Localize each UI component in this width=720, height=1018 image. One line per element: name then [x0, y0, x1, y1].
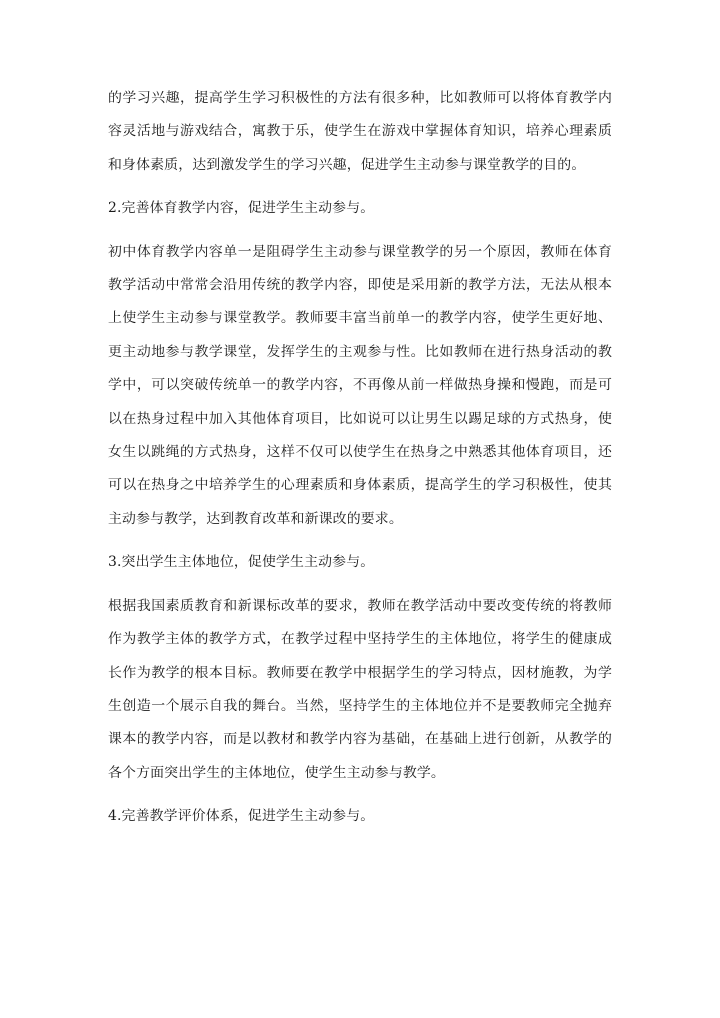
- paragraph-intro-continuation: 的学习兴趣，提高学生学习积极性的方法有很多种，比如教师可以将体育教学内容灵活地与游戏结合，寓教于乐，使学生在游戏中掌握体育知识，培养心理素质和身体素质，达到激发学生的学习兴趣，促进学生主动参与课堂教学的目的。: [108, 90, 612, 173]
- paragraph-section-3: 根据我国素质教育和新课标改革的要求，教师在教学活动中要改变传统的将教师作为教学主体的教学方式，在教学过程中坚持学生的主体地位，将学生的健康成长作为教学的根本目标。教师要在教学中根据学生的学习特点，因材施教，为学生创造一个展示自我的舞台。当然，坚持学生的主体地位并不是要教师完全抛弃课本的教学内容，而是以教材和教学内容为基础，在基础上进行创新，从教学的各个方面突出学生的主体地位，使学生主动参与教学。: [108, 597, 612, 781]
- section-heading-2: 2.完善体育教学内容，促进学生主动参与。: [108, 200, 375, 217]
- document-page: [108, 82, 612, 834]
- section-heading-4: 4.完善教学评价体系，促进学生主动参与。: [108, 808, 375, 825]
- section-heading-3: 3.突出学生主体地位，促使学生主动参与。: [108, 554, 375, 571]
- paragraph-section-2: 初中体育教学内容单一是阻碍学生主动参与课堂教学的另一个原因，教师在体育教学活动中常常会沿用传统的教学内容，即使是采用新的教学方法，无法从根本上使学生主动参与课堂教学。教师要丰富当前单一的教学内容，使学生更好地、更主动地参与教学课堂，发挥学生的主观参与性。比如教师在进行热身活动的教学中，可以突破传统单一的教学内容，不再像从前一样做热身操和慢跑，而是可以在热身过程中加入其他体育项目，比如说可以让男生以踢足球的方式热身，使女生以跳绳的方式热身，这样不仅可以使学生在热身之中熟悉其他体育项目，还可以在热身之中培养学生的心理素质和身体素质，提高学生的学习积极性，使其主动参与教学，达到教育改革和新课改的要求。: [108, 243, 612, 527]
